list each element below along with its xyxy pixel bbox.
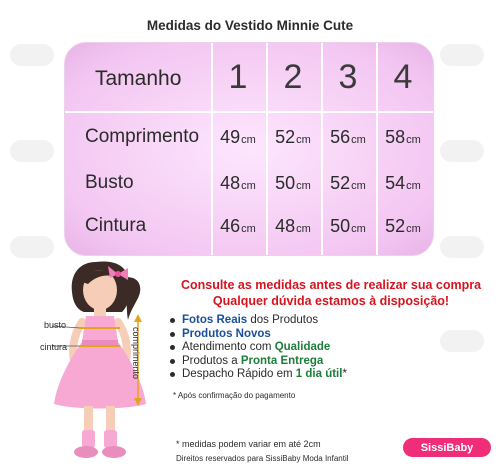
background-cloud — [440, 330, 484, 352]
table-cell: 58cm — [385, 127, 421, 147]
background-cloud — [440, 236, 484, 258]
table-cell: 48cm — [275, 216, 311, 236]
list-item: Produtos a Pronta Entrega — [170, 355, 347, 369]
table-cell: 56cm — [330, 127, 366, 147]
list-item: Produtos Novos — [170, 328, 347, 342]
cintura-label: cintura — [40, 342, 68, 352]
table-cell: 52cm — [385, 216, 421, 236]
variation-note: * medidas podem variar em até 2cm — [176, 439, 321, 449]
list-item: Despacho Rápido em 1 dia útil* — [170, 368, 347, 382]
consult-message: Consulte as medidas antes de realizar sua compra Qualquer dúvida estamos à disposição! — [180, 278, 482, 308]
table-cell: 54cm — [385, 173, 421, 193]
background-cloud — [440, 44, 484, 66]
table-cell: 46cm — [220, 216, 256, 236]
page-title: Medidas do Vestido Minnie Cute — [146, 18, 354, 33]
list-item: Atendimento com Qualidade — [170, 341, 347, 355]
table-cell: 48cm — [220, 173, 256, 193]
background-cloud — [440, 140, 484, 162]
row-label-cintura: Cintura — [85, 215, 147, 236]
background-cloud — [10, 44, 54, 66]
size-1-header: 1 — [228, 58, 248, 96]
background-cloud — [10, 140, 54, 162]
size-4-header: 4 — [393, 58, 413, 96]
row-label-busto: Busto — [85, 172, 134, 193]
table-cell: 50cm — [330, 216, 366, 236]
brand-logo: SissiBaby — [403, 438, 491, 457]
table-cell: 49cm — [220, 127, 256, 147]
rights-note: Direitos reservados para SissiBaby Moda Infantil — [176, 454, 349, 463]
table-cell: 52cm — [330, 173, 366, 193]
table-cell: 50cm — [275, 173, 311, 193]
table-divider — [65, 111, 433, 113]
size-3-header: 3 — [338, 58, 358, 96]
payment-note: * Após confirmação do pagamento — [173, 391, 296, 400]
busto-label: busto — [44, 320, 67, 330]
row-label-comprimento: Comprimento — [85, 126, 200, 147]
size-header-label: Tamanho — [95, 67, 182, 90]
table-cell: 52cm — [275, 127, 311, 147]
list-item: Fotos Reais dos Produtos — [170, 314, 347, 328]
girl-illustration — [38, 254, 180, 472]
comprimento-label: comprimento — [131, 327, 141, 380]
size-2-header: 2 — [283, 58, 303, 96]
features-list — [170, 314, 347, 382]
size-table — [64, 42, 434, 256]
